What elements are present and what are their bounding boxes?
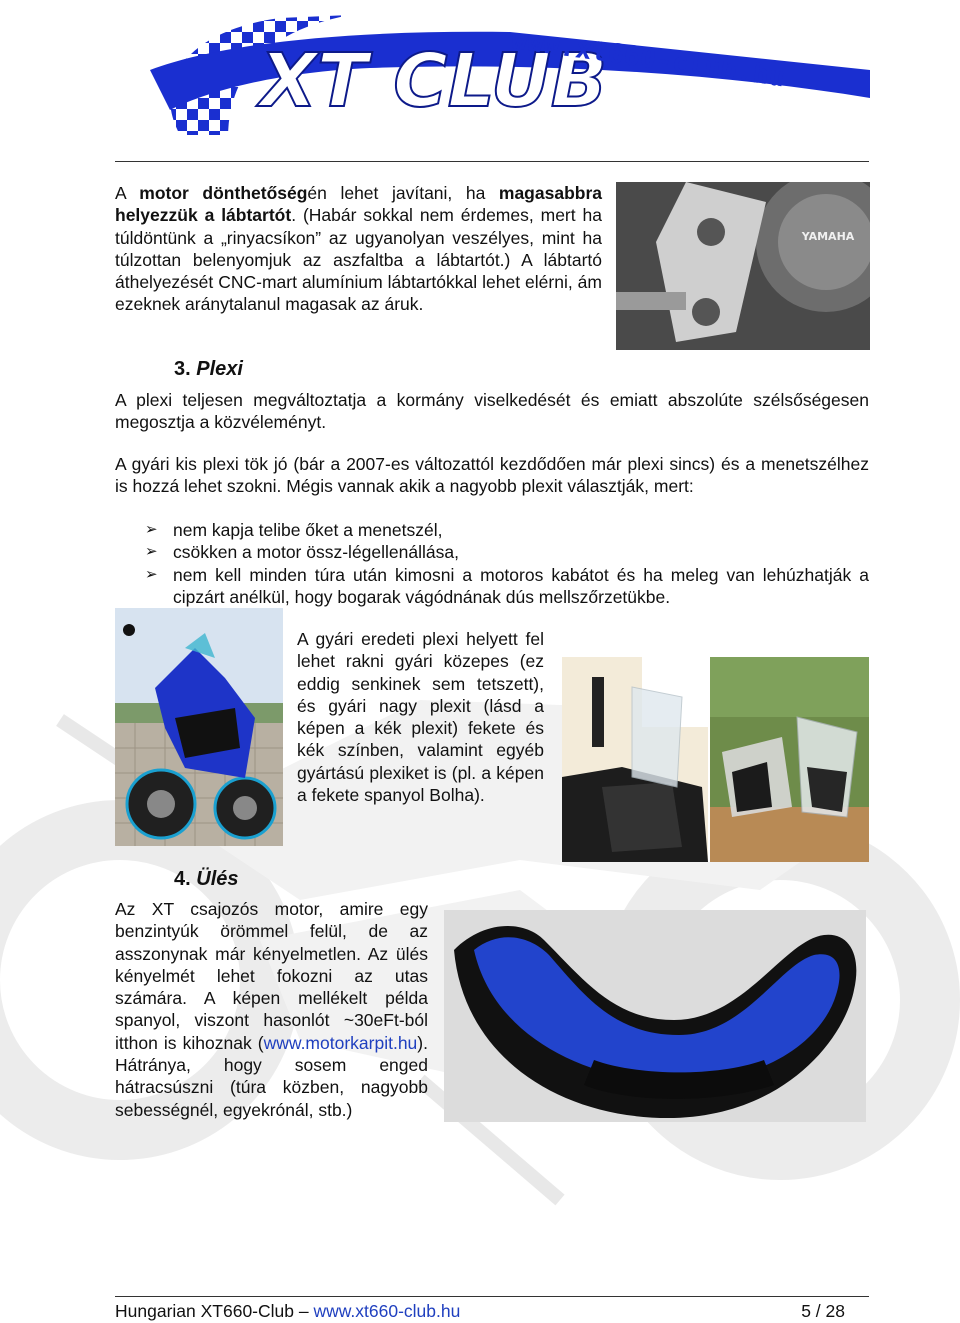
plexi-reasons-list — [115, 519, 869, 608]
section-3-paragraph-1: A plexi teljesen megváltoztatja a kormány viselkedését és emiatt abszolúte szélsőségesen megosztja a közvéleményt. — [115, 390, 869, 433]
list-item — [115, 541, 869, 563]
logo-url-text: www.xt660-club.hu — [509, 24, 787, 94]
footer-rule — [115, 1296, 869, 1297]
section-3-heading — [174, 358, 243, 381]
intro-paragraph — [115, 182, 602, 316]
arrow-bullet-icon: ➢ — [145, 565, 158, 583]
intro-bold-a: motor dönthetőség — [139, 183, 308, 203]
plexi-photos-group — [562, 657, 869, 862]
intro-text-a: A — [115, 183, 140, 203]
list-item — [115, 519, 869, 541]
section-3-paragraph-3-body: A gyári eredeti plexi helyett fel lehet rakni gyári közepes (ez eddig senkinek sem tetszett), és gyári nagy plexit (lásd a képen a kék plexit) fekete és kék színben, valamint egyéb gyártású plexiket is (pl. a képen a fekete spanyol Bolha). — [297, 629, 544, 806]
section-3-paragraph-2: A gyári kis plexi tök jó (bár a 2007-es változattól kezdődően már plexi sincs) és a menetszélhez is hozzá lehet szokni. Mégis vannak akik a nagyobb plexit választják, mert: — [115, 454, 869, 497]
section-3-number: 3. — [174, 358, 191, 380]
section-4-text-a: Az XT csajozós motor, amire egy benzintyúk örömmel felül, de az asszonynak már kényelmetlen. Az ülés kényelmét lehet fokozni az utas számára. A képen mellékelt példa spanyol, viszont hasonlót ~30eFt-ból itthon is kihoznak ( — [115, 899, 428, 1053]
list-item — [115, 564, 869, 609]
page-number: 5 / 28 — [801, 1301, 845, 1321]
blue-motorcycle-photo — [115, 608, 283, 846]
footer-left — [115, 1300, 460, 1322]
list-item-text: nem kell minden túra után kimosni a motoros kabátot és ha meleg van lehúzhatják a cipzárt anélkül, hogy bogarak vágódnának dús mellszőrzetükbe. — [173, 564, 869, 607]
footer-site-link[interactable]: www.xt660-club.hu — [313, 1301, 461, 1321]
engine-brand-label: YAMAHA — [801, 230, 855, 243]
footpeg-photo — [616, 182, 870, 350]
motorkarpit-link[interactable]: www.motorkarpit.hu — [263, 1032, 418, 1053]
page-footer — [115, 1300, 845, 1322]
intro-text-e: . (Habár sokkal nem érdemes, mert ha túldöntünk a „rinyacsíkon” az ugyanolyan veszélyes, mint ha túlzottan belenyomjuk az aszfaltba a lábtartót.) A lábtartó áthelyezését CNC-mart alumínium lábtartókkal lehet elérni, ám ezeknek aránytalanul magasak az áruk. — [115, 205, 602, 315]
section-4-number: 4. — [174, 868, 191, 890]
header-rule — [115, 161, 869, 162]
arrow-bullet-icon: ➢ — [145, 543, 158, 561]
section-4-heading — [174, 868, 239, 891]
section-4-paragraph — [115, 898, 428, 1121]
section-4-text-b: ). Hátránya, hogy sosem enged hátracsúszni (túra közben, nagyobb sebességnél, egyekrónál, stb.) — [115, 1032, 428, 1120]
list-item-text: csökken a motor össz-légellenállása, — [173, 542, 459, 563]
list-item-text: nem kapja telibe őket a menetszél, — [173, 520, 443, 540]
xt-club-logo — [110, 10, 880, 145]
seat-photo — [444, 910, 866, 1122]
intro-text-c: én lehet javítani, ha — [307, 183, 499, 203]
intro-bold-d: magasabbra helyezzük a lábtartót — [115, 183, 602, 226]
footer-site-name: Hungarian XT660-Club – — [115, 1301, 314, 1321]
section-3-title: Plexi — [196, 358, 243, 380]
arrow-bullet-icon: ➢ — [145, 521, 158, 538]
blue-motorcycle-graphic — [115, 608, 283, 846]
section-4-title: Ülés — [196, 868, 239, 890]
plexi-photos-graphic — [562, 657, 869, 862]
logo-text: XT CLUB — [260, 38, 608, 124]
seat-photo-graphic — [444, 910, 866, 1122]
footpeg-photo-graphic — [616, 182, 870, 350]
